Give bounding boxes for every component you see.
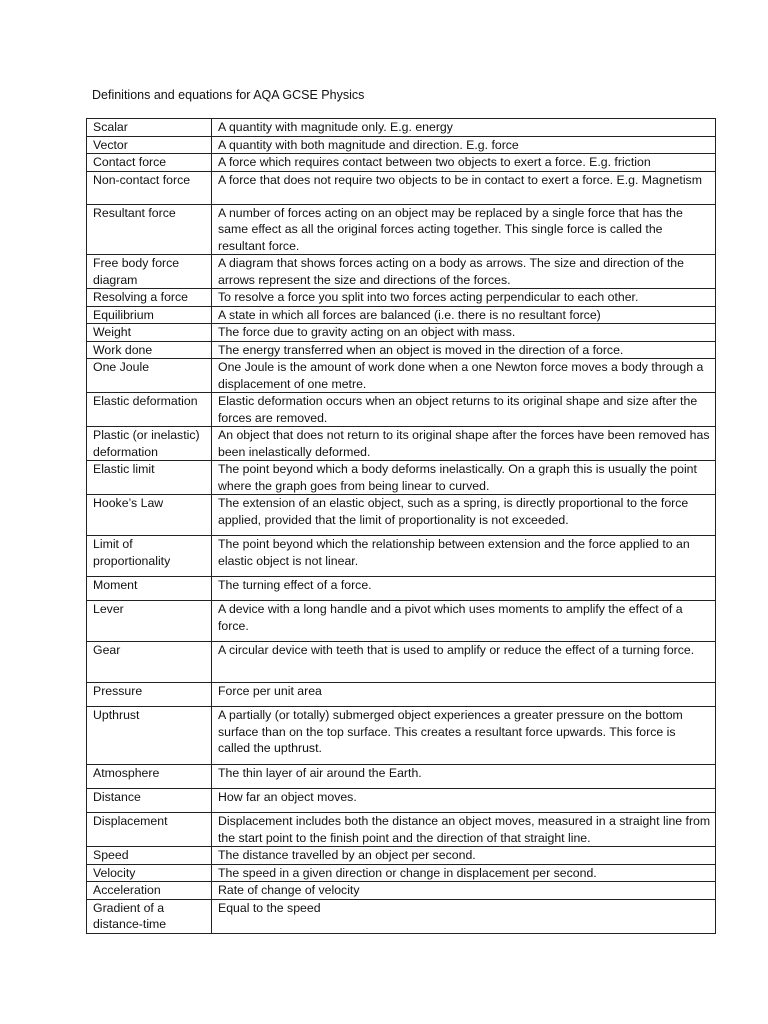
definition-term: Acceleration [87,882,212,900]
definition-row [87,899,716,933]
definition-text: The point beyond which a body deforms inelastically. On a graph this is usually the point where the graph goes from being linear to curved. [212,461,716,495]
definition-text: A number of forces acting on an object may be replaced by a single force that has the same effect as all the original forces acting together. This single force is called the resultant force. [212,204,716,255]
definition-row [87,393,716,427]
definition-term: Non-contact force [87,171,212,204]
definition-text: Equal to the speed [212,899,716,933]
definition-row [87,255,716,289]
definition-row [87,289,716,307]
definition-row [87,789,716,813]
definition-row [87,813,716,847]
definition-text: An object that does not return to its original shape after the forces have been removed has been inelastically deformed. [212,427,716,461]
definition-text: A circular device with teeth that is used to amplify or reduce the effect of a turning force. [212,642,716,683]
definition-term: Displacement [87,813,212,847]
definition-term: Distance [87,789,212,813]
definition-text: The distance travelled by an object per second. [212,847,716,865]
definition-term: Speed [87,847,212,865]
definition-text: Elastic deformation occurs when an object returns to its original shape and size after the forces are removed. [212,393,716,427]
definition-text: One Joule is the amount of work done when a one Newton force moves a body through a displacement of one metre. [212,359,716,393]
definition-text: A force which requires contact between two objects to exert a force. E.g. friction [212,154,716,172]
definition-text: The turning effect of a force. [212,577,716,601]
definition-text: The speed in a given direction or change in displacement per second. [212,864,716,882]
definition-text: The thin layer of air around the Earth. [212,765,716,789]
definition-term: Moment [87,577,212,601]
definition-row [87,847,716,865]
definition-row [87,642,716,683]
definition-row [87,306,716,324]
definition-row [87,204,716,255]
definition-row [87,427,716,461]
definition-term: Plastic (or inelastic) deformation [87,427,212,461]
definition-term: Velocity [87,864,212,882]
definition-row [87,882,716,900]
definition-row [87,864,716,882]
definition-term: Limit of proportionality [87,536,212,577]
definition-row [87,707,716,765]
definition-row [87,324,716,342]
definition-text: A partially (or totally) submerged object experiences a greater pressure on the bottom surface than on the top surface. This creates a resultant force upwards. This force is called the upthrust. [212,707,716,765]
definition-text: To resolve a force you split into two forces acting perpendicular to each other. [212,289,716,307]
definition-term: Scalar [87,119,212,137]
definition-row [87,461,716,495]
definition-row [87,154,716,172]
definition-row [87,536,716,577]
definition-term: Elastic limit [87,461,212,495]
definition-term: Gradient of a distance-time [87,899,212,933]
definition-term: One Joule [87,359,212,393]
definitions-table-body [87,119,716,934]
definition-row [87,577,716,601]
definition-term: Contact force [87,154,212,172]
definition-term: Lever [87,601,212,642]
definition-text: The extension of an elastic object, such as a spring, is directly proportional to the force applied, provided that the limit of proportionality is not exceeded. [212,495,716,536]
definition-text: A force that does not require two objects to be in contact to exert a force. E.g. Magnetism [212,171,716,204]
definition-row [87,765,716,789]
definition-row [87,119,716,137]
definition-text: Force per unit area [212,683,716,707]
definition-term: Weight [87,324,212,342]
definition-term: Gear [87,642,212,683]
definition-row [87,601,716,642]
definition-text: A diagram that shows forces acting on a body as arrows. The size and direction of the arrows represent the size and directions of the forces. [212,255,716,289]
definition-text: Displacement includes both the distance an object moves, measured in a straight line from the start point to the finish point and the direction of that straight line. [212,813,716,847]
definition-row [87,683,716,707]
definition-term: Work done [87,341,212,359]
definition-text: Rate of change of velocity [212,882,716,900]
definition-text: The energy transferred when an object is moved in the direction of a force. [212,341,716,359]
definition-text: How far an object moves. [212,789,716,813]
definition-text: A quantity with both magnitude and direction. E.g. force [212,136,716,154]
definition-row [87,171,716,204]
definition-term: Upthrust [87,707,212,765]
definition-term: Resolving a force [87,289,212,307]
definition-term: Pressure [87,683,212,707]
definition-term: Equilibrium [87,306,212,324]
definition-term: Hooke’s Law [87,495,212,536]
definition-term: Atmosphere [87,765,212,789]
definition-text: A quantity with magnitude only. E.g. energy [212,119,716,137]
definition-row [87,136,716,154]
definition-term: Vector [87,136,212,154]
definition-text: The point beyond which the relationship between extension and the force applied to an elastic object is not linear. [212,536,716,577]
definitions-table [86,118,716,934]
definition-row [87,341,716,359]
definition-row [87,359,716,393]
definition-term: Free body force diagram [87,255,212,289]
document-title: Definitions and equations for AQA GCSE Physics [92,88,365,102]
definition-text: The force due to gravity acting on an object with mass. [212,324,716,342]
definition-text: A state in which all forces are balanced (i.e. there is no resultant force) [212,306,716,324]
definition-row [87,495,716,536]
definition-term: Elastic deformation [87,393,212,427]
definition-text: A device with a long handle and a pivot which uses moments to amplify the effect of a force. [212,601,716,642]
definition-term: Resultant force [87,204,212,255]
